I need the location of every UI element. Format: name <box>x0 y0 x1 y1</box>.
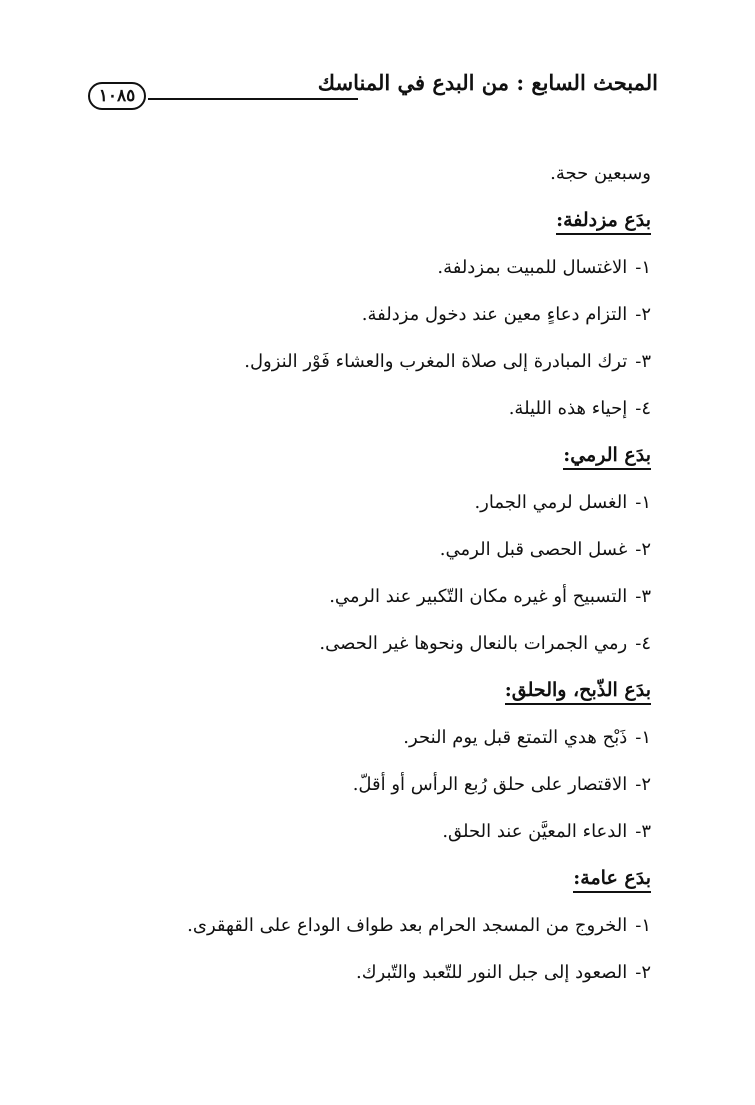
intro-line: وسبعين حجة. <box>550 163 651 184</box>
section-heading-text: بدَع مزدلفة: <box>556 209 651 235</box>
list-item <box>91 526 651 573</box>
item-text: ذَبْح هدي التمتع قبل يوم النحر. <box>403 727 628 748</box>
section-heading-muzdalifah <box>91 197 651 244</box>
section-heading-text: بدَع الرمي: <box>563 444 651 470</box>
item-number: ٢- <box>635 304 651 325</box>
item-number: ٣- <box>635 821 651 842</box>
item-number: ٤- <box>635 633 651 654</box>
item-text: الخروج من المسجد الحرام بعد طواف الوداع على القهقرى. <box>187 915 628 936</box>
item-number: ٢- <box>635 539 651 560</box>
item-text: إحياء هذه الليلة. <box>508 398 628 419</box>
page-number-badge: ١٠٨٥ <box>88 82 146 110</box>
item-text: الدعاء المعيَّن عند الحلق. <box>442 821 628 842</box>
list-item <box>91 620 651 667</box>
list-item <box>91 902 651 949</box>
list-item <box>91 949 651 996</box>
list-item <box>91 761 651 808</box>
item-text: ترك المبادرة إلى صلاة المغرب والعشاء فَوْر النزول. <box>244 351 628 372</box>
item-text: غسل الحصى قبل الرمي. <box>439 539 628 560</box>
item-number: ٤- <box>635 398 651 419</box>
section-heading-text: بدَع الذّبح، والحلق: <box>505 679 651 705</box>
item-number: ٣- <box>635 351 651 372</box>
item-number: ١- <box>635 915 651 936</box>
item-text: التسبيح أو غيره مكان التّكبير عند الرمي. <box>329 586 628 607</box>
item-text: الاغتسال للمبيت بمزدلفة. <box>437 257 628 278</box>
header-rule <box>148 98 358 100</box>
item-number: ٣- <box>635 586 651 607</box>
list-item <box>91 338 651 385</box>
item-text: الغسل لرمي الجمار. <box>474 492 628 513</box>
item-number: ١- <box>635 492 651 513</box>
list-item <box>91 385 651 432</box>
list-item <box>91 714 651 761</box>
item-text: التزام دعاءٍ معين عند دخول مزدلفة. <box>361 304 628 325</box>
page-header <box>88 70 658 112</box>
list-item <box>91 479 651 526</box>
section-heading-general <box>91 855 651 902</box>
item-text: الاقتصار على حلق رُبع الرأس أو أقلّ. <box>352 774 628 795</box>
item-number: ١- <box>635 727 651 748</box>
item-number: ٢- <box>635 774 651 795</box>
list-item <box>91 808 651 855</box>
section-heading-text: بدَع عامة: <box>573 867 651 893</box>
chapter-title: المبحث السابع : من البدع في المناسك <box>317 70 658 95</box>
list-item <box>91 291 651 338</box>
item-number: ٢- <box>635 962 651 983</box>
item-text: رمي الجمرات بالنعال ونحوها غير الحصى. <box>319 633 628 654</box>
item-text: الصعود إلى جبل النور للتّعبد والتّبرك. <box>355 962 628 983</box>
page-content <box>91 150 651 996</box>
section-heading-slaughter-shaving <box>91 667 651 714</box>
list-item <box>91 573 651 620</box>
section-heading-ramy <box>91 432 651 479</box>
item-number: ١- <box>635 257 651 278</box>
list-item <box>91 244 651 291</box>
